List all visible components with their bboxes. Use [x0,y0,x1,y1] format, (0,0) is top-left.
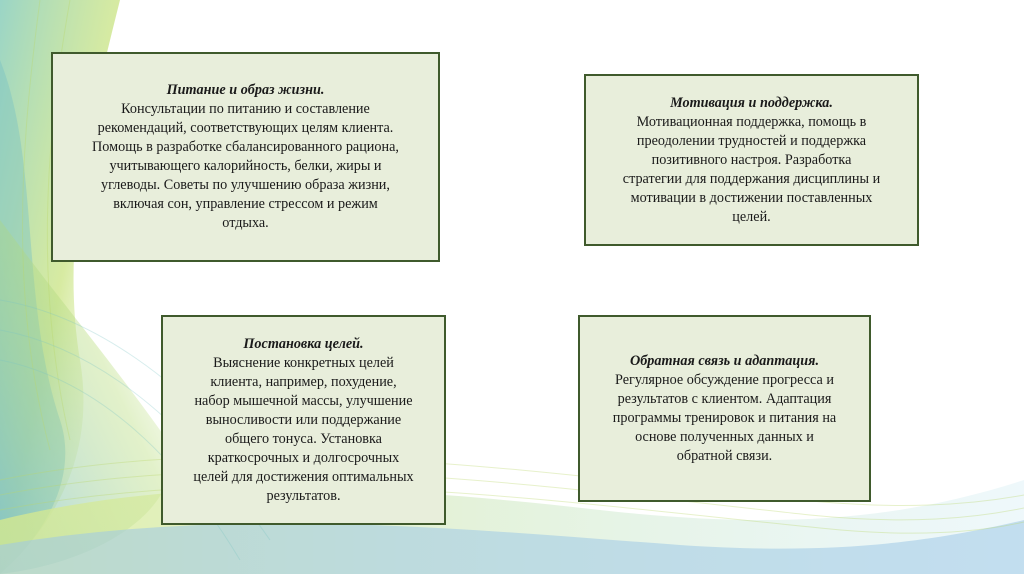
goals-card [161,315,446,525]
nutrition-card-title: Питание и образ жизни. [166,82,325,98]
nutrition-card-body: Консультации по питанию и составление рекомендаций, соответствующих целям клиента. Помощь в разработке сбалансированного рациона, учитывающего калорийность, белки, жиры и углеводы. Советы по улучшению образа жизни, включая сон, управление стрессом и режим отдыха. [92,101,399,231]
motivation-card-title: Мотивация и поддержка. [670,94,833,111]
goals-card-title: Постановка целей. [243,335,364,352]
motivation-card-body: Мотивационная поддержка, помощь в преодолении трудностей и поддержка позитивного настроя. Разработка стратегии для поддержания дисциплины и мотивации в достижении поставленных целей. [622,113,881,225]
goals-card-body: Выяснение конкретных целей клиента, например, похудение, набор мышечной массы, улучшение выносливости или поддержание общего тонуса. Установка краткосрочных и долгосрочных целей для достижения оптимальных результатов. [193,354,414,504]
motivation-card [584,74,919,246]
nutrition-card [51,52,440,262]
feedback-card [578,315,871,502]
feedback-card-title: Обратная связь и адаптация. [629,352,820,369]
feedback-card-body: Регулярное обсуждение прогресса и результатов с клиентом. Адаптация программы тренировок и питания на основе полученных данных и обратной связи. [612,371,837,464]
